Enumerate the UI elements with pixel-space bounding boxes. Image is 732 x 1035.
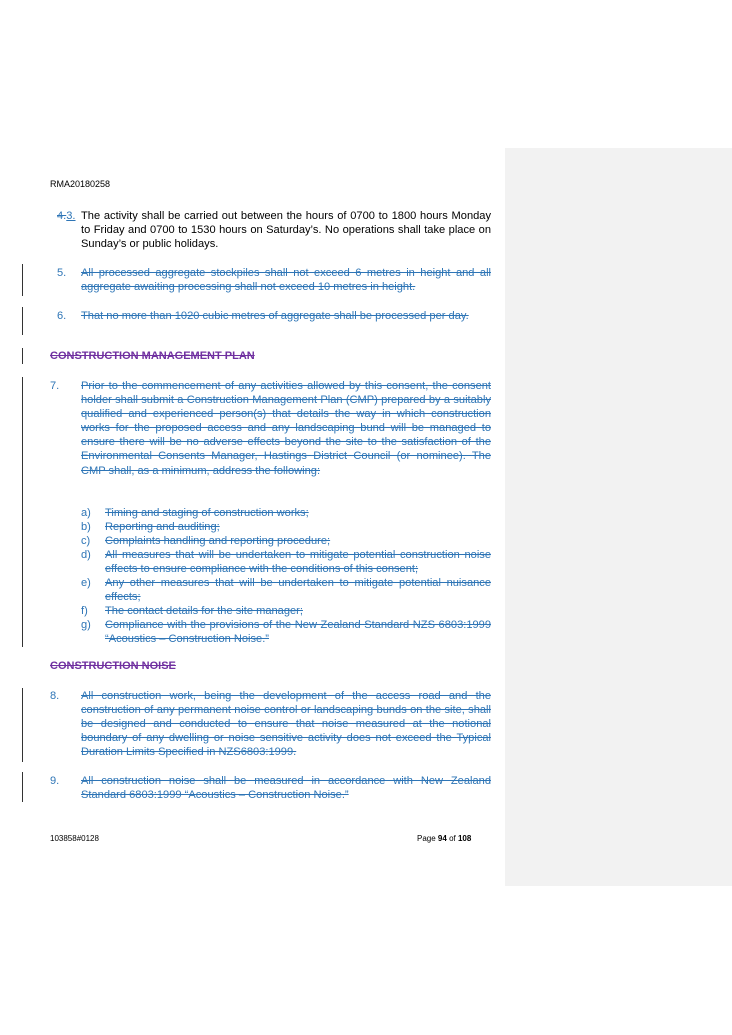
change-bar <box>22 688 23 762</box>
condition-8 <box>50 689 491 759</box>
list-letter: c) <box>81 535 91 547</box>
heading-construction-noise: CONSTRUCTION NOISE <box>50 660 176 672</box>
inserted-number: 3. <box>66 210 76 222</box>
list-item <box>81 520 491 534</box>
change-bar <box>22 348 23 364</box>
list-text: Any other measures that will be undertaken to mitigate potential nuisance effects; <box>105 577 491 604</box>
list-letter: g) <box>81 619 91 631</box>
list-item <box>81 534 491 548</box>
condition-5 <box>57 266 491 294</box>
page-total: 108 <box>457 834 472 843</box>
change-bar <box>22 377 23 647</box>
footer-page-number <box>417 834 471 843</box>
list-item <box>81 506 491 520</box>
condition-3 <box>57 209 491 251</box>
footer-reference: 103858#0128 <box>50 834 99 843</box>
condition-6 <box>57 309 491 323</box>
list-letter: d) <box>81 549 91 561</box>
list-text: Complaints handling and reporting procedure; <box>105 535 331 547</box>
condition-9-text: All construction noise shall be measured in accordance with New Zealand Standard 6803:1999 “Acoustics – Construction Noise.” <box>81 775 491 802</box>
list-item <box>81 548 491 576</box>
document-id: RMA20180258 <box>50 179 111 189</box>
list-letter: a) <box>81 507 91 519</box>
condition-5-number: 5. <box>57 267 67 279</box>
change-bar <box>22 307 23 335</box>
list-text: The contact details for the site manager; <box>105 605 303 617</box>
page-label: Page <box>417 834 436 843</box>
condition-9-number: 9. <box>50 775 60 787</box>
page-current: 94 <box>437 834 447 843</box>
list-text: All measures that will be undertaken to mitigate potential construction noise effects to ensure compliance with the conditions of this consent; <box>105 549 491 576</box>
condition-8-number: 8. <box>50 690 60 702</box>
condition-6-text: That no more than 1020 cubic metres of aggregate shall be processed per day. <box>81 310 469 322</box>
condition-5-text: All processed aggregate stockpiles shall not exceed 6 metres in height and all aggregate awaiting processing shall not exceed 10 metres in height. <box>81 267 491 294</box>
list-text: Timing and staging of construction works; <box>105 507 309 519</box>
list-text: Reporting and auditing; <box>105 521 220 533</box>
heading-construction-management-plan: CONSTRUCTION MANAGEMENT PLAN <box>50 350 255 362</box>
list-letter: b) <box>81 521 91 533</box>
list-letter: f) <box>81 605 88 617</box>
condition-6-number: 6. <box>57 310 67 322</box>
page-of: of <box>449 834 456 843</box>
condition-3-text: The activity shall be carried out between the hours of 0700 to 1800 hours Monday to Friday and 0700 to 1530 hours on Saturday’s. No operations shall take place on Sunday’s or public holidays. <box>81 210 491 251</box>
condition-8-text: All construction work, being the development of the access road and the construction of any permanent noise control or landscaping bunds on the site, shall be designed and conducted to ensure that noise measured at the notional boundary of any dwelling or noise sensitive activity does not exceed the Typical Duration Limits Specified in NZS6803:1999. <box>81 690 491 759</box>
condition-9 <box>50 774 491 802</box>
comment-pane <box>505 148 732 886</box>
list-item <box>81 576 491 604</box>
list-letter: e) <box>81 577 91 589</box>
condition-3-number <box>57 209 76 223</box>
condition-7-text: Prior to the commencement of any activities allowed by this consent, the consent holder shall submit a Construction Management Plan (CMP) prepared by a suitably qualified and experienced person(s) that details the way in which construction works for the proposed access and any landscaping bund will be managed to ensure there will be no adverse effects beyond the site to the satisfaction of the Environmental Consents Manager, Hastings District Council (or nominee). The CMP shall, as a minimum, address the following: <box>81 380 491 477</box>
list-item <box>81 604 491 618</box>
condition-7 <box>50 379 491 478</box>
deleted-number: 4. <box>57 210 67 222</box>
list-item <box>81 618 491 646</box>
change-bar <box>22 264 23 296</box>
change-bar <box>22 772 23 802</box>
list-text: Compliance with the provisions of the New Zealand Standard NZS 6803:1999 “Acoustics – Construction Noise.” <box>105 619 491 646</box>
condition-7-number: 7. <box>50 380 60 392</box>
